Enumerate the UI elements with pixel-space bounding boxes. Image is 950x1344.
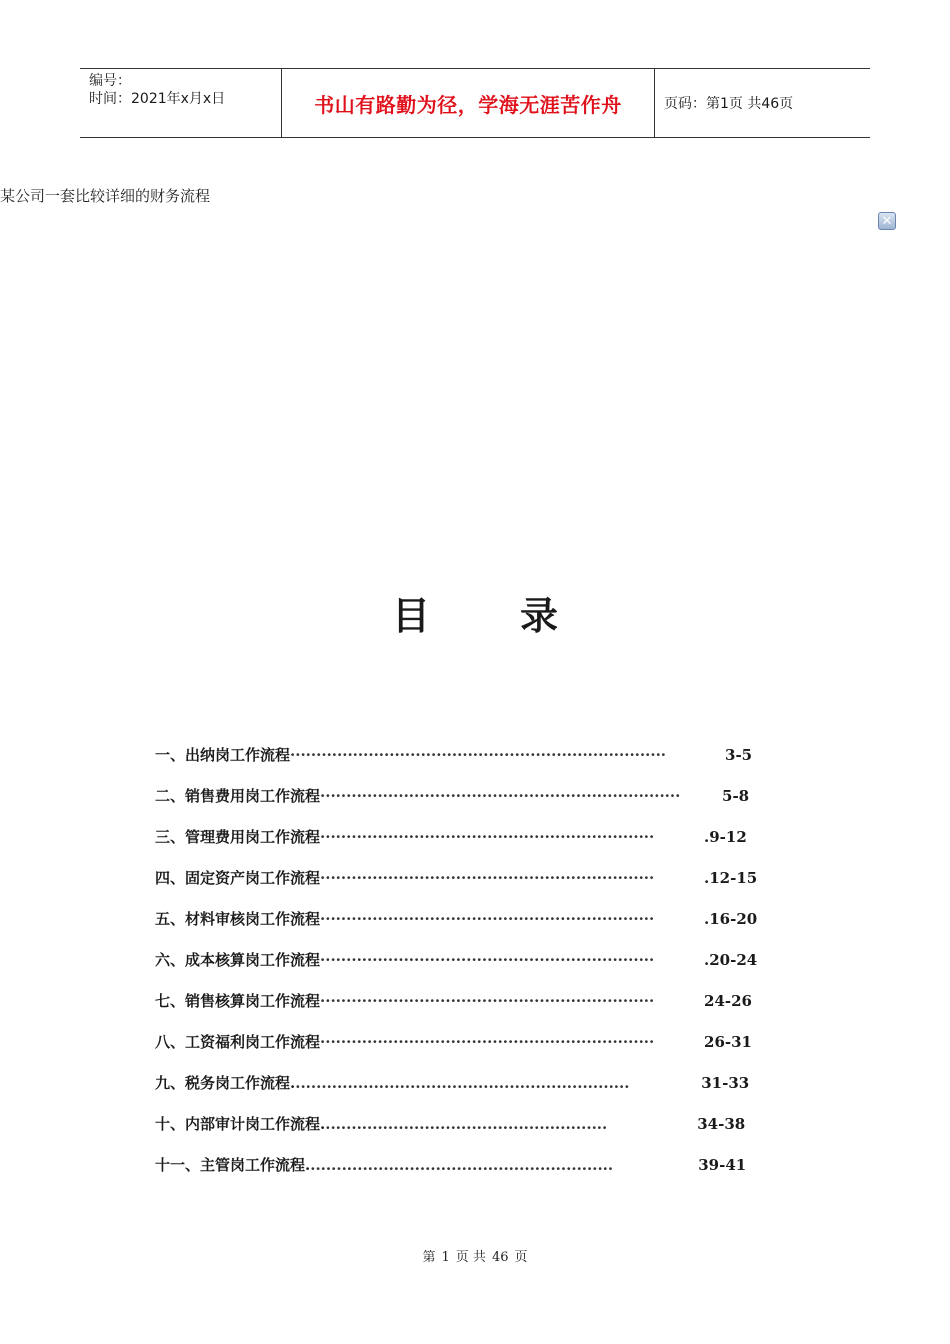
document-title: 某公司一套比较详细的财务流程: [0, 187, 211, 205]
toc-entry-label: 二、销售费用岗工作流程: [155, 787, 321, 805]
toc-entry-label: 十一、主管岗工作流程.: [155, 1156, 311, 1174]
toc-entry-pages: 3-5: [725, 746, 753, 764]
header-motto: 书山有路勤为径，学海无涯苦作舟: [314, 92, 622, 117]
toc-entry[interactable]: [155, 1072, 775, 1113]
toc-entry-pages: .12-15: [704, 869, 758, 887]
footer-mid: 页 共: [455, 1250, 486, 1265]
page-footer: [0, 1246, 950, 1265]
toc-entry-leader-dots: ................................................................: [295, 1074, 630, 1092]
toc-entry[interactable]: [155, 785, 775, 826]
header-page-info: 页码：第1页 共46页: [664, 96, 794, 112]
toc-entry-leader-dots: ·····································································: [320, 787, 681, 805]
toc-entry[interactable]: [155, 908, 775, 949]
toc-entry-leader-dots: ································································: [320, 951, 655, 969]
toc-entry-leader-dots: ································································: [320, 1033, 655, 1051]
toc-heading-char-1: 目: [391, 593, 430, 638]
toc-list: [155, 744, 775, 1195]
header-meta: [80, 69, 282, 137]
toc-entry-label: 四、固定资产岗工作流程: [155, 869, 321, 887]
toc-entry-leader-dots: ································································: [320, 992, 655, 1010]
toc-entry-leader-dots: ································································: [320, 910, 655, 928]
footer-total-pages: 46: [491, 1250, 509, 1265]
toc-entry[interactable]: [155, 1113, 775, 1154]
toc-entry-pages: 5-8: [722, 787, 750, 805]
footer-suffix: 页: [514, 1250, 528, 1265]
toc-entry-label: 九、税务岗工作流程.: [155, 1074, 296, 1092]
toc-entry-leader-dots: ········································································: [290, 746, 667, 764]
toc-entry-pages: .20-24: [704, 951, 758, 969]
footer-prefix: 第: [422, 1250, 436, 1265]
toc-entry[interactable]: [155, 1154, 775, 1195]
toc-entry-leader-dots: ......................................................: [325, 1115, 608, 1133]
document-header: [80, 68, 870, 138]
toc-entry-pages: 34-38: [697, 1115, 746, 1133]
toc-entry-pages: 26-31: [704, 1033, 752, 1051]
close-icon[interactable]: ✕: [878, 212, 896, 230]
time-label: 时间：2021年x月x日: [89, 91, 226, 107]
toc-entry-pages: .9-12: [704, 828, 747, 846]
toc-entry-label: 七、销售核算岗工作流程: [155, 992, 321, 1010]
toc-heading-char-2: 录: [520, 593, 559, 638]
toc-entry[interactable]: [155, 990, 775, 1031]
toc-entry-label: 一、出纳岗工作流程: [155, 746, 291, 764]
toc-entry-leader-dots: ································································: [320, 869, 655, 887]
toc-entry-label: 六、成本核算岗工作流程: [155, 951, 321, 969]
toc-entry-pages: 24-26: [704, 992, 752, 1010]
toc-entry[interactable]: [155, 949, 775, 990]
header-motto-cell: [282, 69, 655, 137]
toc-entry-label: 五、材料审核岗工作流程: [155, 910, 321, 928]
toc-entry[interactable]: [155, 867, 775, 908]
toc-entry-pages: 31-33: [701, 1074, 750, 1092]
toc-entry-label: 三、管理费用岗工作流程: [155, 828, 321, 846]
toc-entry[interactable]: [155, 1031, 775, 1072]
toc-entry-pages: 39-41: [698, 1156, 747, 1174]
toc-entry-pages: .16-20: [704, 910, 758, 928]
footer-page-number: 1: [441, 1250, 450, 1265]
toc-entry-leader-dots: ································································: [320, 828, 655, 846]
toc-entry[interactable]: [155, 826, 775, 867]
toc-heading: [0, 585, 950, 640]
toc-entry-leader-dots: ..........................................................: [310, 1156, 614, 1174]
toc-entry[interactable]: [155, 744, 775, 785]
number-label: 编号：: [89, 73, 131, 89]
toc-entry-label: 八、工资福利岗工作流程: [155, 1033, 321, 1051]
toc-entry-label: 十、内部审计岗工作流程.: [155, 1115, 326, 1133]
